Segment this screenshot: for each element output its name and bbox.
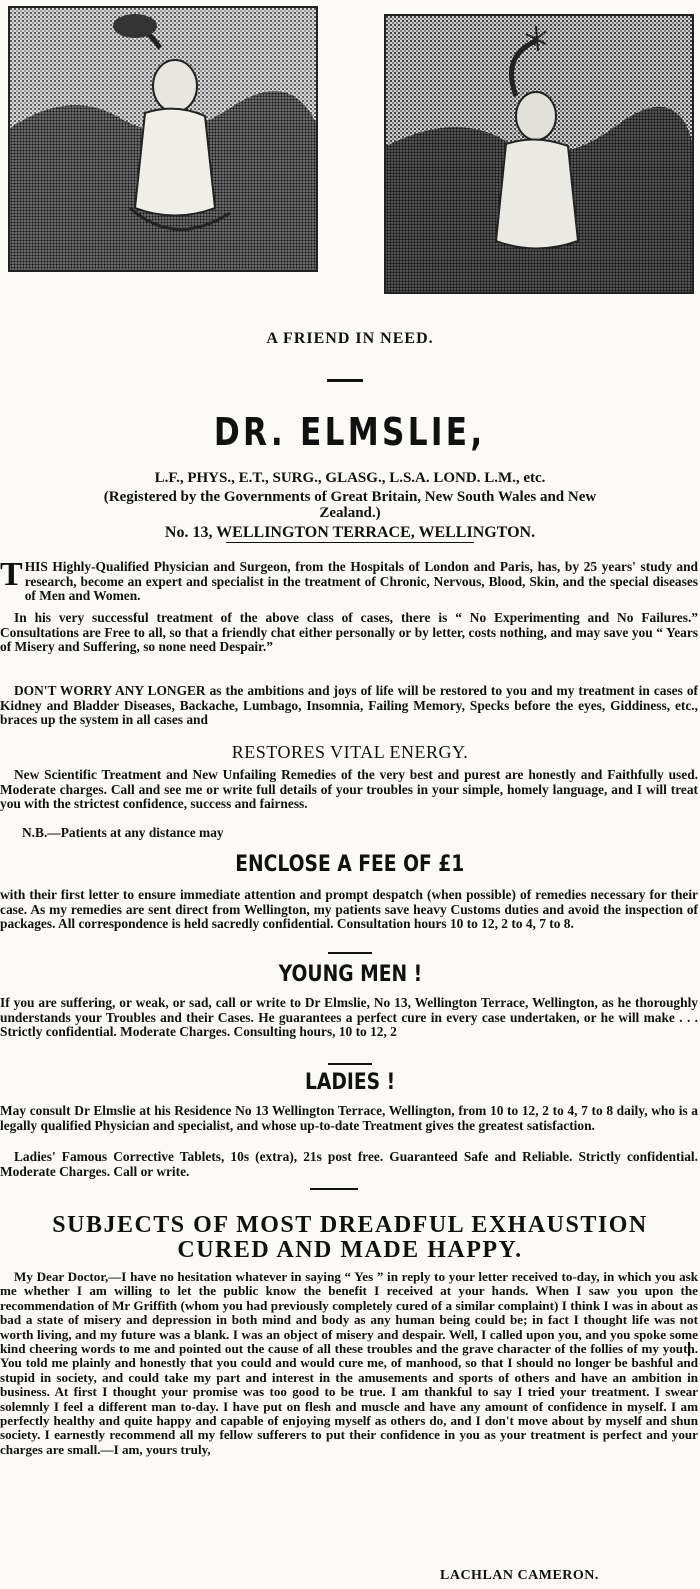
fee-heading	[0, 852, 700, 877]
intro-block	[0, 556, 698, 604]
intro-para-3: DON'T WORRY ANY LONGER as the ambitions and joys of life will be restored to you and my treatment in cases of Kidney and Bladder Diseases, Backache, Lumbago, Insomnia, Failing Memory, Specks before the eyes, Giddiness, etc., braces up the system in all cases and	[0, 683, 698, 728]
vital-para-2: N.B.—Patients at any distance may	[22, 825, 224, 840]
short-rule-2	[328, 952, 372, 954]
testimonial-heading-1: SUBJECTS OF MOST DREADFUL EXHAUSTION	[52, 1212, 648, 1238]
illustration-right	[384, 14, 694, 294]
credentials: L.F., PHYS., E.T., SURG., GLASG., L.S.A. LOND. L.M., etc.	[154, 470, 546, 486]
registered-line-1: (Registered by the Governments of Great Britain, New South Wales and New	[103, 489, 597, 505]
ladies-para-2: Ladies' Famous Corrective Tablets, 10s (extra), 21s post free. Guaranteed Safe and Reliable. Strictly confidential. Moderate Charges. Call or write.	[0, 1149, 698, 1179]
testimonial-para: My Dear Doctor,—I have no hesitation whatever in saying “ Yes ” in reply to your letter received to-day, in which you ask me whether I am willing to let the public know the benefit I received at your hands. When I saw you upon the recommendation of Mr Griffith (whom you had previously completely cured of a similar complaint) I think I was in about as bad a state of misery and depression in both mind and body as any human being could be; in fact I thought life was not worth living, and my future was a blank. I was an object of misery and despair. Well, I called upon you, and you spoke some kind cheering words to me and pointed out the cause of all these troubles and the grave character of the follies of my youth. You told me plainly and honestly that you could and would cure me, of manhood, so that I should no longer be bashful and stupid in society, and could take my part and interest in the amusements and sports of others and have an ambition in business. At first I thought your promise was too good to be true. I am thankful to say I tried your treatment. I swear solemnly I feel a different man to-day. I have put on flesh and muscle and have any amount of confidence in myself. I am perfectly healthy and quite happy and capable of enjoying myself as others do, and I don't move about by myself and shun society. I earnestly recommend all my fellow sufferers to put their confidence in you as your treatment is perfect and your charges are small.—I am, yours truly,	[0, 1269, 698, 1457]
ladies-heading-text: LADIES !	[304, 1070, 396, 1095]
intro-para-2: In his very successful treatment of the above class of cases, there is “ No Experimenting and No Failures.” Consultations are Free to all, so that a friendly chat either personally or by letter, costs nothing, and may save you “ Years of Misery and Suffering, so none need Despair.”	[0, 610, 698, 655]
testimonial-heading-2: CURED AND MADE HAPPY.	[177, 1237, 523, 1263]
intro-para-1: HIS Highly-Qualified Physician and Surgeon, from the Hospitals of London and Paris, has, by 25 years' study and research, become an expert and specialist in the treatment of Chronic, Nervous, Blood, Skin, and the special diseases of Men and Women.	[24, 559, 698, 604]
fee-heading-text: ENCLOSE A FEE OF £1	[235, 852, 465, 877]
signature: LACHLAN CAMERON.	[440, 1568, 599, 1583]
ladies-heading	[0, 1070, 700, 1095]
woman-with-lamp-engraving	[386, 16, 692, 292]
short-rule-4	[310, 1188, 358, 1190]
young-men-para: If you are suffering, or weak, or sad, call or write to Dr Elmslie, No 13, Wellington Terrace, Wellington, as he thoroughly understands your Troubles and their Cases. He guarantees a perfect cure in every case undertaken, or he will make . . . Strictly confidential. Moderate Charges. Consulting hours, 10 to 12, 2	[0, 995, 698, 1040]
tagline: A FRIEND IN NEED.	[266, 330, 434, 347]
doctor-name	[0, 410, 700, 454]
young-men-heading-text: YOUNG MEN !	[278, 962, 422, 987]
young-men-heading	[0, 962, 700, 987]
address-underline	[226, 542, 474, 543]
fee-para: with their first letter to ensure immediate attention and prompt despatch (when possible) of remedies necessary for their case. As my remedies are sent direct from Wellington, my patients save heavy Customs duties and avoid the inspection of packages. All correspondence is held sacredly confidential. Consultation hours 10 to 12, 2 to 4, 7 to 8.	[0, 887, 698, 932]
woman-with-urn-engraving	[10, 8, 316, 270]
address: No. 13, WELLINGTON TERRACE, WELLINGTON.	[164, 524, 536, 541]
dropcap-letter: T	[0, 556, 23, 593]
ladies-para-1: May consult Dr Elmslie at his Residence No 13 Wellington Terrace, Wellington, from 10 to 12, 2 to 4, 7 to 8 daily, who is a legally qualified Physician and specialist, and whose up-to-date Treatment gives the greatest satisfaction.	[0, 1103, 698, 1133]
registered-line-2: Zealand.)	[319, 505, 381, 521]
vital-para-1: New Scientific Treatment and New Unfailing Remedies of the very best and purest are honestly and Faithfully used. Moderate charges. Call and see me or write full details of your troubles in your simple, homely language, and I will treat you with the strictest confidence, success and fairness.	[0, 767, 698, 812]
adjacent-column-fragment	[688, 1302, 700, 1356]
vital-heading: RESTORES VITAL ENERGY.	[231, 742, 469, 762]
illustration-left	[8, 6, 318, 272]
short-rule-1	[327, 379, 363, 382]
short-rule-3	[328, 1063, 372, 1065]
doctor-name-text: DR. ELMSLIE,	[214, 410, 486, 454]
